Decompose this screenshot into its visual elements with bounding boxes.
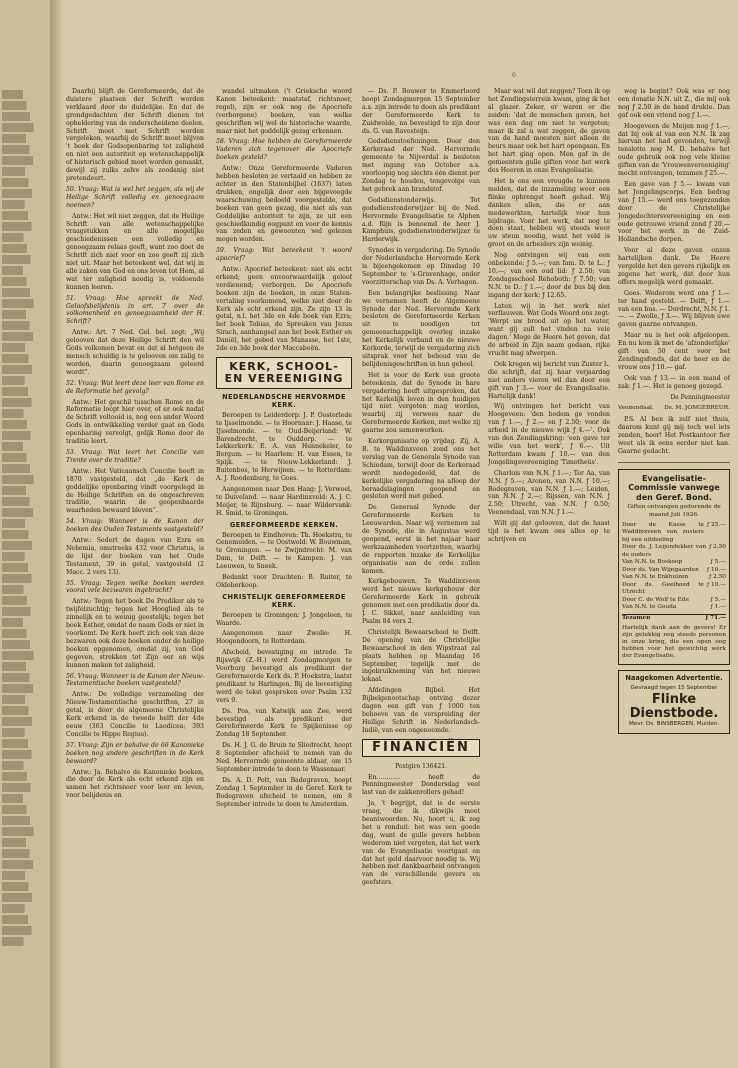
gutter-text-line — [2, 695, 35, 704]
gutter-text-line — [2, 541, 45, 550]
advertisement — [618, 670, 730, 734]
paragraph: weg is begint? Ook was er nog een donatie N.N. uit Z., die mij ook nog ƒ 2.50 in de hand drukte. Dan gaf ook een vriend nog ƒ 1.—. — [618, 88, 730, 119]
paragraph: Godsdienstonderwijs. Tot godsdienstonderwijzer bij de Ned. Hervormde Evangelisatie te Alphen a.d. Rijn is benoemd de heer J. Kamphuis, godsdienstonderwijzer te Harderwijk. — [362, 196, 480, 244]
gutter-text-line — [2, 563, 39, 572]
gutter-text-line — [2, 827, 47, 836]
gutter-text-line — [2, 112, 42, 121]
giften-row-value: ƒ 5.— — [710, 596, 726, 603]
giften-row-value: ƒ 2.50 — [709, 544, 726, 551]
giften-box — [618, 469, 730, 666]
gutter-text-line — [2, 860, 46, 869]
gutter-text-line — [2, 233, 33, 242]
paragraph: Antw.: Onze Gereformeerde Vaderen hebben besloten ze vertaald en hebben ze achter in den Statenbijbel (1637) laten drukken, ongelijk door een bijgevoegde waarschuwing bedoeld voorgestelde, dat boeken van geen gezag, die niet als van Goddelijke autoriteit te zijn, ze uit een geschiedkundig oogpunt en voor de kennis van zeden en gewoonten wel gelezen mogen worden. — [216, 165, 352, 244]
paragraph: 55. Vraag: Tegen welke boeken werden vooral vele bezwaren ingebracht? — [66, 579, 204, 595]
giften-row-value: ƒ 5.— — [710, 559, 726, 566]
giften-row — [622, 544, 726, 559]
gutter-text-line — [2, 893, 45, 902]
paragraph: Nog ontvingen wij van een onbekende: ƒ 5.—; van fam. D. te L.: ƒ 10.—; van een oud lid: ƒ 2.50; van Zondagsschool Rehoboth: ƒ 7.50; van N.N. te D.: ƒ 1.—; door de bus bij den ingang der kerk: ƒ 12.65. — [488, 252, 610, 299]
page-fold — [50, 0, 64, 1068]
paragraph: 50. Vraag: Wat is wel het zeggen, als wij de Heilige Schrift volledig en genoegzaam noemen? — [66, 185, 204, 209]
gutter-text-line — [2, 398, 44, 407]
gutter-text-line — [2, 772, 38, 781]
giften-row-label: Van N.N. te Enkhuizen — [622, 574, 689, 581]
gutter-text-line — [2, 277, 37, 286]
paragraph: Antw.: Ja. Behalve de Kanonieke boeken, die door de Kerk als echt erkend zijn en samen het richtsnoer voor leer en leven, voor belijdenis en — [66, 768, 204, 800]
giften-footer: Hartelijk dank aan de gevers! Er zijn gelukkig nog steeds personen in onze kring, die een open oog hebben voor het gewichtig werk der Evangelisatie. — [622, 625, 726, 660]
paragraph: Beroepen te Groningen: J. Jongeleen, te Waarde. — [216, 611, 352, 627]
previous-page-edge — [0, 0, 51, 1068]
paragraph: Antw.: Het Vaticaansch Concilie heeft in 1870 vastgesteld, dat „de Kerk de goddelijke openbaring vindt voorgelegd in de Heilige Schriften en de ongeschreven traditie, waarin de geopenbaarde waarheden bewaard bleven”. — [66, 467, 204, 515]
signature-name: Ds. M. JONGEBREUR. — [664, 404, 730, 411]
paragraph: Synodes in vergadering. De Synode der Nederlandsche Hervormde Kerk is bijeengekomen op Dinsdag 10 September te 's-Gravenhage, onder voorzitterschap van Ds. A. Verhagen. — [362, 247, 480, 286]
giften-box-title: Evangelisatie-Commissie vanwege den Geref. Bond. — [628, 473, 720, 502]
gutter-text-line — [2, 607, 43, 616]
signature-line — [618, 405, 730, 413]
paragraph: Een belangrijke beslissing. Naar we vernemen heeft de Algemeene Synode der Ned. Hervormde Kerk besloten de Gereformeerde Kerken uit te noodigen tot gemeenschappelijk overleg inzake het Kerkelijk verband en de nieuwe Kerkorde, terwijl de vergadering zich uitsprak voor het behoud van de belijdenisgeschriften in hun geheel. — [362, 289, 480, 368]
gutter-text-line — [2, 266, 32, 275]
postgiro-number: Postgiro 136421. — [395, 762, 447, 770]
gutter-text-line — [2, 530, 40, 539]
signature-place: Veenendaal. — [618, 404, 654, 411]
gutter-text-line — [2, 519, 35, 528]
gutter-text-line — [2, 497, 41, 506]
paragraph: Hoogeveen de Meijen nog ƒ 1.—, dat bij ook al van een N.N. Ik zag hiervan het had gevonden, terwijl tenslotte nog M. D. behalve het oude gebruik ook nog vele kleine giften van de 'Vrouwenvereeniging' mocht ontvangen, tezamen ƒ 25.—. — [618, 122, 730, 178]
gutter-text-line — [2, 123, 47, 132]
giften-row-value: ƒ 2.50 — [709, 574, 726, 581]
paragraph: Het is voor de Kerk van groote beteekenis, dat de Synode in hare vergadering heeft uitgesproken, dat het Kerkelijk leven in den huidigen tijd niet vergeten mag worden, waarbij zij verwees naar de Gereformeerde Kerken, met welke zij gaarne zou samenwerken. — [362, 371, 480, 435]
gutter-text-line — [2, 310, 36, 319]
paragraph: Goes. Wederom werd ons ƒ 1.— ter hand gesteld. — Delft, ƒ 1.— van een bus. — Dordrecht, N.N. ƒ 1.—. — Zwolle, ƒ 3.—. Wij blijven uwe gaven gaarne ontvangen. — [618, 289, 730, 329]
gutter-text-line — [2, 508, 46, 517]
paragraph: Het is ons een vreugde te kunnen melden, dat de inzameling weer een flinke opbrengst heeft gehad. Wij danken allen, die er aan medewerkten, hartelijk voor hun bijdrage. Voor het werk, dat nog te doen staat, hebben wij steeds weer uw steun noodig, want het veld is groot en de arbeiders zijn weinig. — [488, 177, 610, 249]
giften-row — [622, 582, 726, 597]
paragraph: Charlois van N.N. ƒ 1.—; Ter Aa, van N.N. ƒ 5.—; Aronen, van N.N. ƒ 10.—; Bodegraven, van N.N. ƒ 1.—; Leiden, van N.N. ƒ 2.—; Rijssen, van N.N. ƒ 2.50; Utrecht, van N.N. ƒ 0.50; Veenendaal, van N.N. ƒ 1.—. — [488, 469, 610, 517]
subheading-gereformeerde-kerken: GEREFORMEERDE KERKEN. — [229, 520, 339, 529]
giften-row-value: ƒ 10.— — [706, 566, 726, 573]
postscript: P.S. Al ben ik zelf niet thuis, daarom kunt gij mij toch wel iets zenden, hoor! Het Postkantoor fier weet als ik eens eerder niet kan. Gaarne gedacht. — [618, 416, 730, 455]
signature-label: De Penningmeester — [670, 393, 730, 401]
paragraph: Afscheid, bevestiging en intrede. Te Rijswijk (Z.-H.) werd Zondagmorgen te Voorburg bevestigd als predikant der Gereformeerde Kerk ds. P. Hoekstra, laatst predikant te Harlingen. Bij de bevestiging werd de tekst gesproken over Psalm 132 vers 9. — [216, 649, 352, 704]
gutter-text-line — [2, 574, 44, 583]
paragraph: Bedankt voor Drachten: B. Ruiter, te Oldeberkoop. — [216, 574, 352, 589]
gutter-text-line — [2, 805, 37, 814]
gutter-text-line — [2, 101, 37, 110]
gutter-text-line — [2, 750, 44, 759]
gutter-text-line — [2, 387, 39, 396]
giften-row — [622, 604, 726, 612]
paragraph: — Ds. P. Bouwer te Emmerloord hoopt Zondagmorgen 15 September a.s. zijn intrede te doen als predikant der Gereformeerde Kerk te Zuidwolde, na bevestigd te zijn door ds. G. van Ravesteijn. — [362, 88, 480, 135]
paragraph: Beroepen te Leiderdorp: J. P. Oosterlede te Ijsselmonde. — te Hoornaar: J. Haase, te IJsselmonde. — te Oud-Beijerland: W. Barendrecht, te Ouddorp. — te Lekkerkerk: E. A. van Hennekeler, te Bergum. — te Haarlem: H. van Essen, te Spijk. — te Nieuw-Lekkerland: J. Buitenbos, te Herwijnen. — te Rotterdam: A. J. Roodenburg, te Goes. — [216, 411, 352, 483]
paragraph: Maar nu is het ook afgeloopen. En nu kom ik met de 'afzonderlijke' gift van 50 cent voor het Zendingsfonds, dat de heer en de vrouw ons ƒ 10.— gaf. — [618, 332, 730, 371]
gutter-text-line — [2, 871, 35, 880]
gutter-text-line — [2, 365, 45, 374]
gutter-text-line — [2, 343, 35, 352]
giften-row-label: Door C. de Wolf te Ede — [622, 596, 690, 603]
giften-total-row — [622, 614, 726, 623]
ad-header: Naagekomen Advertentie. — [625, 674, 723, 683]
column-notices — [362, 88, 480, 1048]
giften-row — [622, 522, 726, 545]
gutter-text-line — [2, 321, 41, 330]
column-catechism — [66, 88, 204, 1048]
divider — [618, 462, 730, 463]
paragraph: Ds. Pos, van Katwijk aan Zee, werd bevestigd als predikant der Gereformeerde Kerk te Spijkenisse op Zondag 18 September. — [216, 707, 352, 739]
giften-row-value: ƒ 25.— — [706, 521, 726, 528]
gutter-text-line — [2, 431, 43, 440]
paragraph: Kerkgebouwen. Te Waddinxveen werd het nieuwe kerkgebouw der Gereformeerde Kerk in gebruik genomen met een predikatie door ds. J. C. Sikkel, naar aanleiding van Psalm 84 vers 2. — [362, 578, 480, 625]
giften-row-value: ƒ 10.— — [706, 581, 726, 588]
paragraph: Kerkorganisatie op vrijdag. Zij, A. B. te Waddinxveen zond ons het verslag van de Generale Synode van Schiedam, terwijl door de Kerkeraad wordt medegedeeld, dat de kerkelijke vergadering na afloop der beraadslagingen geopend en gesloten werd met gebed. — [362, 438, 480, 501]
paragraph: Ook kregen wij bericht van Zuster L. die schrijft, dat zij haar verjaardag niet anders vieren wil dan door een gift van ƒ 3.— voor de Evangelisatie. Hartelijk dank! — [488, 360, 610, 400]
paragraph: Aangenomen naar Zwolle: H. Hoogendoorn, te Rotterdam. — [216, 630, 352, 646]
gutter-text-line — [2, 464, 42, 473]
giften-box-subtitle: Giften ontvangen gedurende de maand Juli 1926. — [627, 504, 721, 518]
giften-total-label: Tezamen — [622, 614, 651, 621]
paragraph: Christelijk Bewaarschool te Delft. De opening van de Christelijke Bewaarschool in den Wipstraat zal plaats hebben op Maandag 16 September, tegelijk met de ingebruikneming van het nieuwe lokaal. — [362, 628, 480, 684]
paragraph: Antw.: Sedert de dagen van Ezra en Nehemia, omstreeks 432 voor Christus, is de lijst der boeken van het Oude Testament, 39 in getal, vastgesteld (2 Macc. 2 vers 13). — [66, 537, 204, 576]
gutter-text-line — [2, 882, 40, 891]
page-number: 6 — [512, 72, 516, 79]
gutter-text-line — [2, 706, 40, 715]
gutter-text-line — [2, 442, 32, 451]
section-title-kerk-school: KERK, SCHOOL- EN VEREENIGING — [216, 357, 352, 389]
gutter-text-line — [2, 255, 43, 264]
giften-row-label: Door ds. J. Leijendekker van de ouders — [622, 544, 707, 558]
paragraph: Antw.: Apocrief beteekent: niet als echt erkend; geen onvoorwaardelijk geloof verdienend; verborgen. De Apocriefe boeken zijn de boeken, in onze Staten-vertaling voorkomend, welke niet door de Kerk als echt erkend zijn. Ze zijn 13 in getal, n.l. het 3de en 4de boek van Ezra; het boek Tobias, de Spreuken van Jezus Sirach, aanhangsel aan het boek Esther en Daniël, het gebed van Manasse, het 1ste, 2de en 3de boek der Maccabeën. — [216, 266, 352, 353]
paragraph: Antw.: Tegen het boek De Prediker als te twijfelzuchtig; tegen het Hooglied als te zinnelijk en te weinig geestelijk; tegen het boek Esther, omdat de naam Gods er niet in voorkomt. De Kerk heeft zich ook van deze bezwaren ook deze boeken onder de heilige boeken opgenomen, omdat zij, van God gegeven, strekken tot Zijn eer en wijs kunnen maken tot zaligheid. — [66, 598, 204, 669]
paragraph: Aangenomen naar Den Haag: J. Verweel, te Duiveland. — naar Hardinxveld: A. J. C. Meijer, te Rijnsburg. — naar Wildervank: H. Smid, te Groningen. — [216, 485, 352, 517]
gutter-text-line — [2, 629, 37, 638]
gutter-text-line — [2, 728, 34, 737]
gutter-text-line — [2, 244, 38, 253]
paragraph: Ds. H. J. G. de Bruin te Sliedrecht, hoopt 8 September afscheid te nemen van de Ned. Hervormde gemeente aldaar, om 15 September intrede te doen te Wassenaar. — [216, 742, 352, 773]
giften-row-label: Door de Kasse te Waddinxveen van zusters bij een uitdeeling — [622, 521, 704, 543]
ad-contact: Mevr. Ds. BINSBERGEN, Muiden. — [628, 721, 720, 728]
gutter-text-line — [2, 640, 42, 649]
gutter-text-line — [2, 376, 34, 385]
column-finance — [488, 88, 610, 1048]
gutter-text-line — [2, 937, 33, 946]
paragraph: Godsdienstoefeningen. Door den Kerkeraad der Ned. Hervormde gemeente te Nijverdal is besloten met ingang van October a.s. voorloopig nog slechts één dienst per Zondag te houden, tengevolge van het gebrek aan brandstof. — [362, 138, 480, 193]
subheading-christelijk-gereformeerde: CHRISTELIJK GEREFORMEERDE KERK. — [222, 592, 346, 609]
paragraph: En............ heeft de Penningmeester Dondersdag veel last van de zakkenrollers gehad! — [362, 773, 480, 797]
gutter-text-line — [2, 222, 44, 231]
gutter-text-line — [2, 673, 41, 682]
paragraph: Beroepen te Eindhoven: Th. Hoekstra, te Genemuiden. — te Oostwold: W. Bouwman, te Groningen. — te Zwijndrecht: M. van Dam, te Delft. — te Kampen: J. van Leeuwen, te Sneek. — [216, 531, 352, 571]
gutter-text-line — [2, 618, 32, 627]
paragraph: Maar wat wil dat zeggen? Toen ik op het Zendingsterrein kwam, ging ik het al glazer. Zeker, er waren er die zeiden: 'dat de menschen gaven, het was een dag om niet te vergeten; maar ik zal u wat zeggen, de gaven van de hand moesten niet alleen de beurs maar ook het hart opengaan. En het hart ging open. Men gaf in de gemeenten gulle giften voor het werk des Heeren in onze Evangelisatie. — [488, 88, 610, 175]
column-church-news — [216, 88, 352, 1048]
paragraph: 59. Vraag: Wat beteekent 't woord apocrief? — [216, 247, 352, 263]
paragraph: Daarbij blijft de Gereformeerde, dat de duistere plaatsen der Schrift worden verklaard door de duidelijke. En dat de grondgedachten der Schrift dienen tot opheldering van de onderscheidene deelen. Schrift moet met Schrift worden vergeleken, waarbij de Schrift moet blijven 't boek der Godsopenbaring tot zaligheid en niet een autoriteit op wetenschappelijk of historisch gebied moet worden gemaakt, dewijl zij zulks zelve als zoodanig niet pretendeert. — [66, 88, 204, 182]
ad-main: Flinke Dienstbode. — [629, 692, 719, 722]
paragraph: Wilt gij dat gelooven, dat de haast tijd is het kwam ons alles op te schrijven en — [488, 520, 610, 543]
gutter-text-line — [2, 904, 34, 913]
gutter-text-line — [2, 211, 39, 220]
paragraph: Antw.: Het wil niet zeggen, dat de Heilige Schrift van alle wetenschappelijke vraagstukken en alle mogelijke geschiedenissen een volledig en genoegzaam relaas geeft, want zoo doet de Schrift zich niet voor en zoo geeft zij zich niet uit. Maar het beteekent wel, dat wij in alle zaken van God en ons leven tot Hem, al wat ter zaligheid noodig is, voldoende kunnen leeren. — [66, 212, 204, 291]
paragraph: 56. Vraag: Wanneer is de Kanon der Nieuw-Testamentische boeken vastgesteld? — [66, 672, 204, 688]
gutter-text-line — [2, 717, 45, 726]
gutter-text-line — [2, 486, 36, 495]
gutter-text-line — [2, 90, 32, 99]
gutter-text-line — [2, 299, 47, 308]
gutter-text-line — [2, 178, 40, 187]
gutter-text-line — [2, 838, 36, 847]
gutter-text-line — [2, 915, 39, 924]
subheading-hervormde-kerk: NEDERLANDSCHE HERVORMDE KERK. — [222, 393, 346, 409]
paragraph: 52. Vraag: Wat leert deze leer van Rome en de Reformatie het gevolg? — [66, 379, 204, 395]
paragraph: Laten wij in het werk niet verflauwen. Wat Gods Woord ons zegt: 'Werpt uw brood uit op het water, want gij zult het vinden na vele dagen.' Moge de Heere het geven, dat de arbeid in Zijn naam gedaan, rijke vrucht mag afwerpen. — [488, 302, 610, 357]
giften-total-value: ƒ 71.— — [705, 614, 726, 621]
giften-row-label: Door ds. Geelhoed te Utrecht — [622, 581, 704, 596]
gutter-text-line — [2, 662, 36, 671]
paragraph: Een gave van ƒ 5.— kwam van het Jongelingscorps. Een bedrag van ƒ 15.— werd ons toegezonden door de Christelijke Jongedochtersvereeniging en een oude getrouwe vriend zond ƒ 20.— voor het werk in de Zuid-Hollandsche dorpen. — [618, 180, 730, 244]
gutter-text-line — [2, 684, 46, 693]
paragraph: wandel uitmaken ('t Grieksche woord Kanon beteekent: maatstaf, richtsnoer, regel), zijn er ook nog de Apocriefe (verborgene) boeken, van welke geschriften wij wel de historische waarde, maar niet het goddelijk gezag erkennen. — [216, 88, 352, 135]
gutter-text-line — [2, 332, 46, 341]
paragraph: 51. Vraag: Hoe spreekt de Ned. Geloofsbelijdenis in art. 7 over de volkomenheid en genoegzaamheid der H. Schrift? — [66, 294, 204, 326]
column-finance-ads — [618, 88, 730, 1048]
gutter-text-line — [2, 849, 41, 858]
gutter-text-line — [2, 794, 32, 803]
gutter-text-line — [2, 475, 47, 484]
paragraph: 53. Vraag: Wat leert het Concilie van Trente over de traditie? — [66, 448, 204, 464]
gutter-text-line — [2, 156, 46, 165]
giften-row-label: Van N.N. te Gouda — [622, 604, 677, 611]
gutter-text-line — [2, 761, 33, 770]
giften-row — [622, 567, 726, 575]
paragraph: Ja, 't begrijpt, dat is de eerste vraag, die ik dikwijls moet beantwoorden. Nu, hoort u, ik zeg het u ronduit: het was een goede dag, want de gulle gevers hebben wederom niet vergeten, dat het werk van de Evangelisatie voortgaat en dat het geld daarvoor noodig is. Wij hebben met dankbaarheid ontvangen van de verschillende gevers en geefsters. — [362, 800, 480, 887]
section-title-financien: FINANCIËN — [362, 739, 480, 757]
gutter-text-line — [2, 453, 37, 462]
gutter-text-line — [2, 552, 34, 561]
gutter-text-line — [2, 145, 41, 154]
giften-row-label: Door ds. Van Wijngaarden — [622, 566, 699, 573]
paragraph: 54. Vraag: Wanneer is de Kanon der boeken des Ouden Testaments vastgesteld? — [66, 518, 204, 534]
gutter-text-line — [2, 739, 39, 748]
paragraph: Wij ontvingen het bericht van Hoogeveen: 'den bodem ge vonden van ƒ 1.—, ƒ 2.— en ƒ 2.50; voor de arbeid in de nieuwe wijk ƒ 4.—'. Ook van den Zendingskring: 'een gave ter wille van het werk', ƒ 6.—. Uit Rotterdam kwam ƒ 10.— van den Jongelingsvereeniging 'Timotheüs'. — [488, 403, 610, 466]
gutter-text-line — [2, 585, 33, 594]
gutter-text-line — [2, 926, 44, 935]
gutter-text-line — [2, 288, 42, 297]
paragraph: Afdelingen Bijbel. Het Bijbelgenootschap ontving dezer dagen een gift van ƒ 1000 ten behoeve van de verspreiding der Heilige Schrift in Nederlandsch-Indië, van een ongenoemde. — [362, 687, 480, 734]
gutter-text-line — [2, 816, 42, 825]
giften-row — [622, 574, 726, 582]
gutter-text-line — [2, 167, 35, 176]
giften-row-value: ƒ 1.— — [710, 604, 726, 611]
ad-subtitle: Gevraagd tegen 15 September — [630, 685, 718, 692]
paragraph: De Generaal Synode der Gereformeerde Kerken te Leeuwarden. Naar wij vernemen zal de Synode, die in Augustus werd geopend, eerst in het najaar haar werkzaamheden voortzetten, waarbij de rapporten inzake de Kerkelijke organisatie aan de orde zullen komen. — [362, 504, 480, 575]
paragraph: Ds. A. D. Pott, van Badegraven, hoopt Zondag 1 September in de Geref. Kerk te Bodegraven afscheid te nemen, om 8 September intrede te doen te Amsterdam. — [216, 776, 352, 808]
gutter-text-line — [2, 134, 36, 143]
gutter-text-line — [2, 189, 45, 198]
paragraph: 57. Vraag: Zijn er behalve de 66 Kanonieke boeken nog andere geschriften in de Kerk bewaard? — [66, 741, 204, 765]
gutter-text-line — [2, 354, 40, 363]
paragraph: Ook van ƒ 13.— in een mand of zak: ƒ 1.—. Het is genoeg gezegd. — [618, 374, 730, 390]
gutter-text-line — [2, 200, 34, 209]
giften-row — [622, 597, 726, 605]
paragraph: Voor al deze gaven onzen hartelijken dank. De Heere vergelde het den gevers rijkelijk en zegene het werk, dat door hun offers mogelijk werd gemaakt. — [618, 247, 730, 286]
gutter-text-line — [2, 596, 38, 605]
gutter-text-line — [2, 783, 43, 792]
paragraph: 58. Vraag: Hoe hebben de Gereformeerde Vaderen zich tegenover die Apocriefe boeken gesteld? — [216, 138, 352, 162]
gutter-text-line — [2, 420, 38, 429]
paragraph: Antw.: Het geschil tusschen Rome en de Reformatie loopt hier over, of er ook nadat de Schrift voltooid is, nog een ander Woord Gods in ontwikkeling verder gaat en Gods openbaring vervolgt, gelijk Rome door de traditie leert. — [66, 398, 204, 446]
gutter-text-line — [2, 651, 47, 660]
gutter-text-line — [2, 409, 33, 418]
giften-row-label: Van N.N. te Boskoop — [622, 559, 683, 566]
paragraph: Antw.: De volledige verzameling der Nieuw-Testamentische geschriften, 27 in getal, is door de algemeene Christelijke Kerk erkend in de tweede helft der 4de eeuw (363 Concilie te Laodicea; 393 Concilie te Hippo Regius). — [66, 691, 204, 738]
giften-row — [622, 559, 726, 567]
paragraph: Antw.: Art. 7 Ned. Gel. bel. zegt: „Wij gelooven dat deze Heilige Schrift den wil Gods volkomen bevat en dat al hetgeen de mensch schuldig is te gelooven om zalig te worden, daarin genoegzaam geleerd wordt”. — [66, 329, 204, 376]
